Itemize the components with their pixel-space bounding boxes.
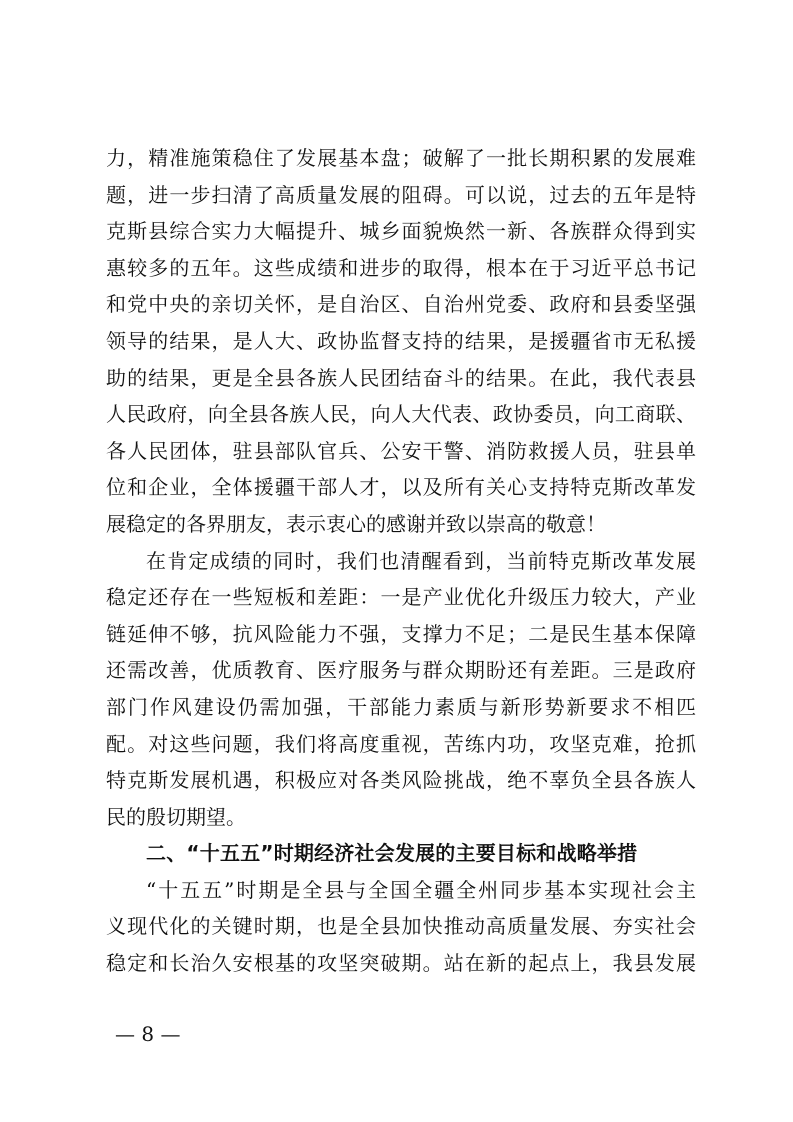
paragraph-line: 和党中央的亲切关怀，是自治区、自治州党委、政府和县委坚强 — [106, 292, 696, 317]
paragraph-line: 稳定还存在一些短板和差距：一是产业优化升级压力较大，产业 — [106, 585, 696, 610]
section-heading: 二、“十五五”时期经济社会发展的主要目标和战略举措 — [146, 841, 638, 866]
paragraph-line: 部门作风建设仍需加强，干部能力素质与新形势新要求不相匹 — [106, 694, 696, 719]
paragraph-line: 在肯定成绩的同时，我们也清醒看到，当前特克斯改革发展 — [146, 548, 696, 573]
paragraph-line: 特克斯发展机遇，积极应对各类风险挑战，绝不辜负全县各族人 — [106, 768, 696, 793]
paragraph-line: “十五五”时期是全县与全国全疆全州同步基本实现社会主 — [146, 877, 696, 902]
document-body — [106, 140, 696, 982]
paragraph-line: 力，精准施策稳住了发展基本盘；破解了一批长期积累的发展难 — [106, 146, 696, 170]
paragraph-line: 稳定和长治久安根基的攻坚突破期。站在新的起点上，我县发展 — [106, 951, 696, 976]
paragraph-line: 惠较多的五年。这些成绩和进步的取得，根本在于习近平总书记 — [106, 255, 696, 280]
paragraph-line: 人民政府，向全县各族人民，向人大代表、政协委员，向工商联、 — [106, 402, 696, 427]
paragraph-line: 各人民团体，驻县部队官兵、公安干警、消防救援人员，驻县单 — [106, 438, 696, 463]
paragraph-line: 题，进一步扫清了高质量发展的阻碍。可以说，过去的五年是特 — [106, 182, 696, 207]
paragraph-line: 民的殷切期望。 — [106, 804, 246, 829]
paragraph-line: 克斯县综合实力大幅提升、城乡面貌焕然一新、各族群众得到实 — [106, 219, 696, 244]
page-number: — 8 — — [115, 1022, 181, 1046]
paragraph-line: 展稳定的各界朋友，表示衷心的感谢并致以崇高的敬意！ — [106, 511, 606, 536]
paragraph-line: 链延伸不够，抗风险能力不强，支撑力不足；二是民生基本保障 — [106, 621, 696, 646]
paragraph-line: 领导的结果，是人大、政协监督支持的结果，是援疆省市无私援 — [106, 328, 696, 353]
paragraph-line: 助的结果，更是全县各族人民团结奋斗的结果。在此，我代表县 — [106, 365, 696, 390]
paragraph-line: 还需改善，优质教育、医疗服务与群众期盼还有差距。三是政府 — [106, 658, 696, 683]
paragraph-line: 位和企业，全体援疆干部人才，以及所有关心支持特克斯改革发 — [106, 475, 696, 500]
paragraph-line: 义现代化的关键时期，也是全县加快推动高质量发展、夯实社会 — [106, 914, 696, 939]
paragraph-line: 配。对这些问题，我们将高度重视，苦练内功，攻坚克难，抢抓 — [106, 731, 696, 756]
